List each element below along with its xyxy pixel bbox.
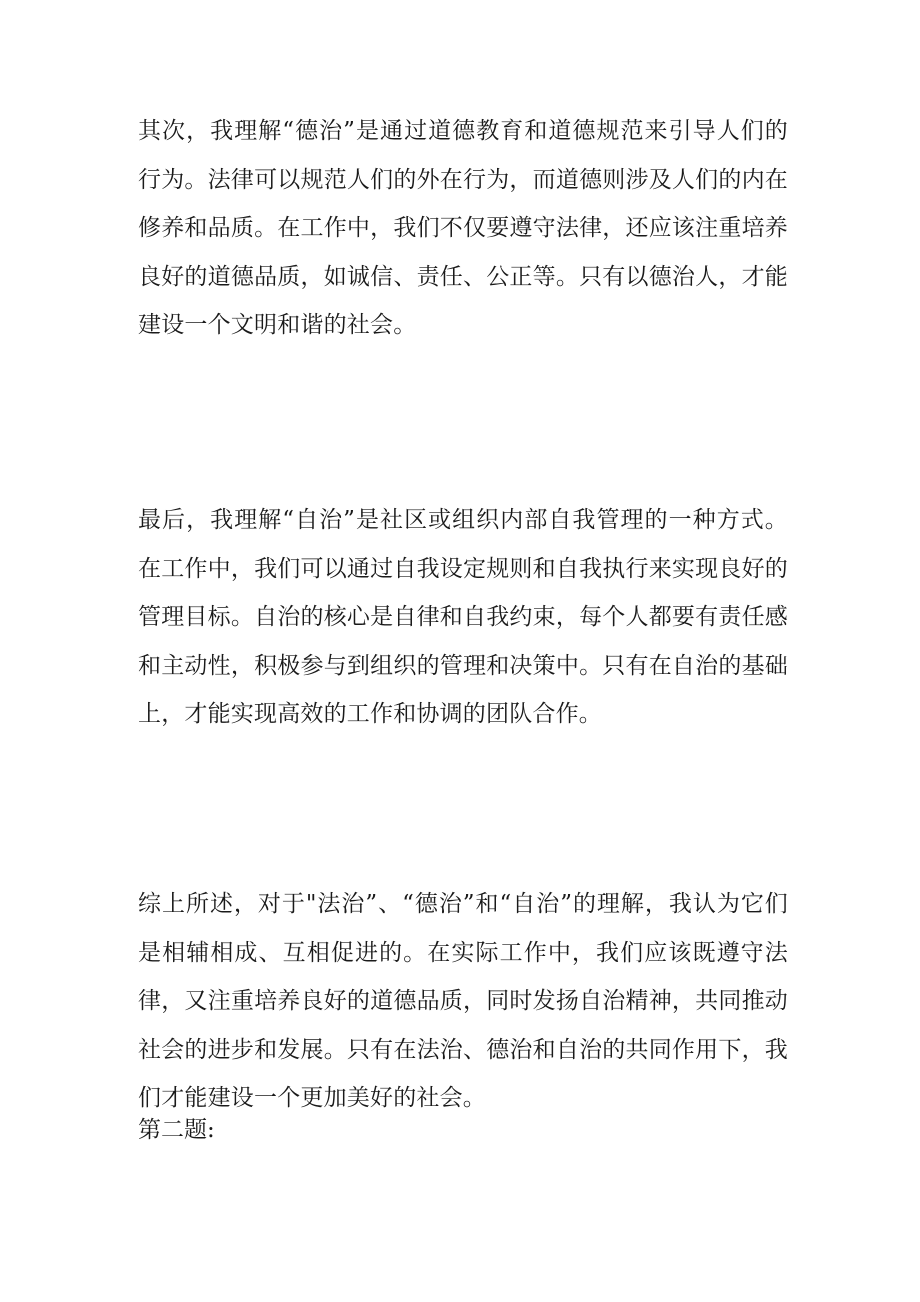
paragraph-moral-governance: 其次，我理解“德治”是通过道德教育和道德规范来引导人们的行为。法律可以规范人们的外在行为，而道德则涉及人们的内在修养和品质。在工作中，我们不仅要遵守法律，还应该注重培养良好的道德品质，如诚信、责任、公正等。只有以德治人，才能建设一个文明和谐的社会。 [138, 118, 788, 338]
section-heading: 第二题: [138, 1117, 215, 1143]
paragraph-self-governance: 最后，我理解“自治”是社区或组织内部自我管理的一种方式。在工作中，我们可以通过自我设定规则和自我执行来实现良好的管理目标。自治的核心是自律和自我约束，每个人都要有责任感和主动性，积极参与到组织的管理和决策中。只有在自治的基础上，才能实现高效的工作和协调的团队合作。 [138, 507, 788, 727]
paragraph-summary: 综上所述，对于"法治”、“德治”和“自治”的理解，我认为它们是相辅相成、互相促进的。在实际工作中，我们应该既遵守法律，又注重培养良好的道德品质，同时发扬自治精神，共同推动社会的进步和发展。只有在法治、德治和自治的共同作用下，我们才能建设一个更加美好的社会。 [138, 891, 788, 1111]
